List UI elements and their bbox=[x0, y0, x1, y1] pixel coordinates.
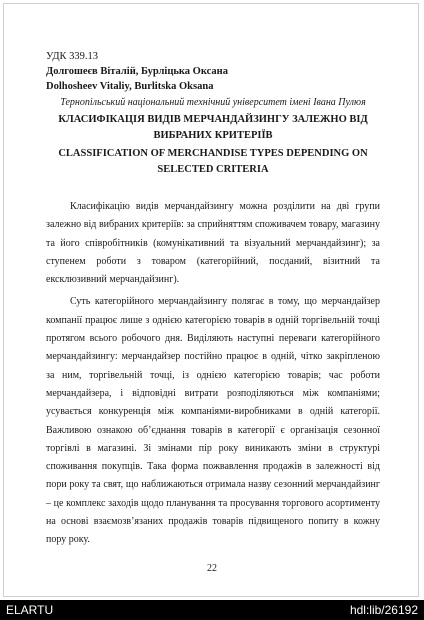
paragraph-2: Суть категорійного мерчандайзингу полягає в тому, що мерчандайзер компанії працює лише з однією категорією товарів в одній торгівельній точці протягом всього робочого дня. Виділяють наступні переваги категорійного мерчандайзингу: мерчандайзер постійно працює в одній, чітко закріпленою за ним, торгівельній точці, із однією категорією товарів; час роботи мерчандайзера, і відповідні витрати розподіляються між компаніями; усувається конкуренція між компаніями-виробниками в одній категорії. Важливою ознакою об’єднання товарів в категорії є організація сезонної торгівлі в магазині. Зі змінами пір року виникають зміни в структурі споживання покупців. Така форма пожвавлення продажів в залежності від пори року та свят, що наближаються отримала назву сезонний мерчандайзинг – це комплекс заходів щодо планування та просування торгового асортименту на основі взаємозв’язаних продажів товарів підвищеного попиту в кожну пору року. bbox=[46, 296, 380, 546]
authors-ukrainian: Долгошеєв Віталій, Бурліцька Оксана bbox=[46, 66, 228, 77]
footer-repository-label: ELARTU bbox=[6, 603, 54, 617]
affiliation: Тернопільський національний технічний університет імені Івана Пулюя bbox=[60, 97, 366, 108]
page-number: 22 bbox=[207, 563, 217, 574]
footer-handle-link[interactable]: hdl:lib/26192 bbox=[349, 603, 418, 617]
article-body bbox=[46, 198, 380, 550]
paragraph-1: Класифікацію видів мерчандайзингу можна розділити на дві групи залежно від вибраних критеріїв: за сприйняттям споживачем товару, магазину та його співробітників (комунікативний та візуальний мерчандайзинг); за ступенем роботи з товаром (категорійний, посданий, візитний та ексклюзивний мерчандайзинг). bbox=[46, 201, 380, 286]
title-english: CLASSIFICATION OF MERCHANDISE TYPES DEPENDING ON SELECTED CRITERIA bbox=[58, 148, 368, 175]
udc-code: УДК 339.13 bbox=[46, 51, 99, 62]
authors-english: Dolhosheev Vitaliy, Burlitska Oksana bbox=[46, 81, 214, 92]
title-ukrainian: КЛАСИФІКАЦІЯ ВИДІВ МЕРЧАНДАЙЗИНГУ ЗАЛЕЖНО ВІД ВИБРАНИХ КРИТЕРІЇВ bbox=[58, 114, 368, 141]
document-page bbox=[46, 38, 380, 554]
footer-bar bbox=[0, 600, 424, 620]
